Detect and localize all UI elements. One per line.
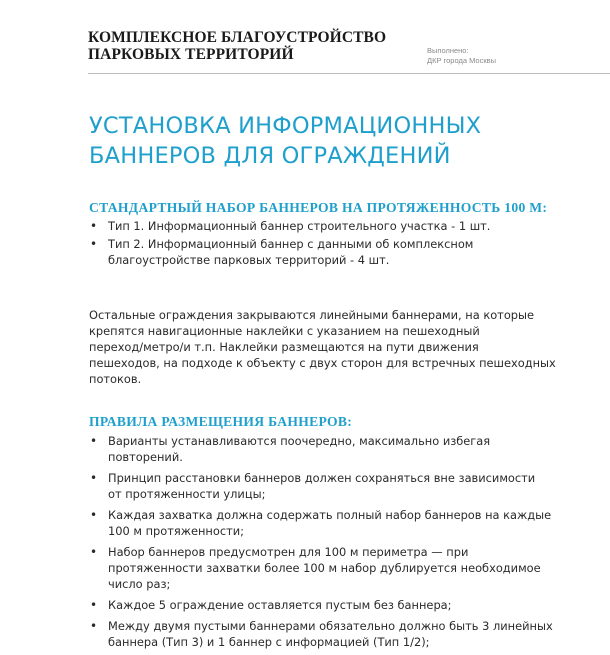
header-title-line: КОМПЛЕКСНОЕ БЛАГОУСТРОЙСТВО [88, 29, 387, 46]
list-item [89, 236, 490, 268]
bullet-icon: • [90, 508, 98, 522]
list-item [89, 433, 553, 465]
list-item-text: Принцип расстановки баннеров должен сохраняться вне зависимости [108, 471, 536, 485]
list-item-text: баннера (Тип 3) и 1 баннер с информацией (Тип 1/2); [108, 635, 430, 649]
list-item-text: Каждое 5 ограждение оставляется пустым без баннера; [108, 598, 452, 612]
bullet-icon: • [90, 434, 98, 448]
list-item-text: от протяженности улицы; [108, 487, 266, 501]
section-heading-standard-set: СТАНДАРТНЫЙ НАБОР БАННЕРОВ НА ПРОТЯЖЕННОСТЬ 100 М: [89, 200, 548, 215]
header-divider [88, 73, 610, 74]
list-item-text: благоустройстве парковых территорий - 4 шт. [108, 253, 390, 267]
page-title-line: БАННЕРОВ ДЛЯ ОГРАЖДЕНИЙ [89, 143, 451, 169]
performer-block [427, 46, 496, 66]
list-item [89, 544, 553, 592]
list-item-text: Каждая захватка должна содержать полный набор баннеров на каждые [108, 508, 552, 522]
performer-label: Выполнено: [427, 46, 469, 55]
paragraph-line: потоков. [89, 372, 142, 386]
list-item-text: Между двумя пустыми баннерами обязательно должно быть 3 линейных [108, 619, 553, 633]
list-item-text: Тип 1. Информационный баннер строительного участка - 1 шт. [108, 219, 491, 233]
paragraph-line: Остальные ограждения закрываются линейными баннерами, на которые [89, 308, 535, 322]
placement-rules-list [89, 433, 553, 655]
list-item-text: Варианты устанавливаются поочередно, максимально избегая [108, 434, 491, 448]
list-item-text: повторений. [108, 450, 183, 464]
paragraph-line: пешеходов, на подходе к объекту с двух сторон для встречных пешеходных [89, 356, 556, 370]
bullet-icon: • [90, 598, 98, 612]
list-item-text: 100 м протяженности; [108, 524, 244, 538]
list-item [89, 597, 553, 613]
page-title-line: УСТАНОВКА ИНФОРМАЦИОННЫХ [89, 113, 482, 139]
paragraph-line: переход/метро/и т.п. Наклейки размещаются на пути движения [89, 340, 479, 354]
standard-set-list [89, 218, 490, 270]
page-title [89, 111, 481, 171]
list-item [89, 507, 553, 539]
performer-name: ДКР города Москвы [427, 56, 496, 65]
list-item-text: протяженности захватки более 100 м набор дублируется необходимое [108, 561, 541, 575]
bullet-icon: • [90, 619, 98, 633]
bullet-icon: • [90, 219, 98, 233]
document-header-title [88, 29, 408, 63]
list-item-text: Тип 2. Информационный баннер с данными об комплексном [108, 237, 474, 251]
list-item [89, 218, 490, 234]
list-item-text: Набор баннеров предусмотрен для 100 м периметра — при [108, 545, 469, 559]
paragraph-line: крепятся навигационные наклейки с указанием на пешеходный [89, 324, 480, 338]
list-item [89, 618, 553, 650]
section-heading-placement-rules: ПРАВИЛА РАЗМЕЩЕНИЯ БАННЕРОВ: [89, 414, 353, 429]
list-item-text: число раз; [108, 577, 171, 591]
header-title-line: ПАРКОВЫХ ТЕРРИТОРИЙ [88, 46, 294, 63]
body-paragraph [89, 307, 556, 387]
list-item [89, 470, 553, 502]
bullet-icon: • [90, 471, 98, 485]
bullet-icon: • [90, 545, 98, 559]
bullet-icon: • [90, 237, 98, 251]
